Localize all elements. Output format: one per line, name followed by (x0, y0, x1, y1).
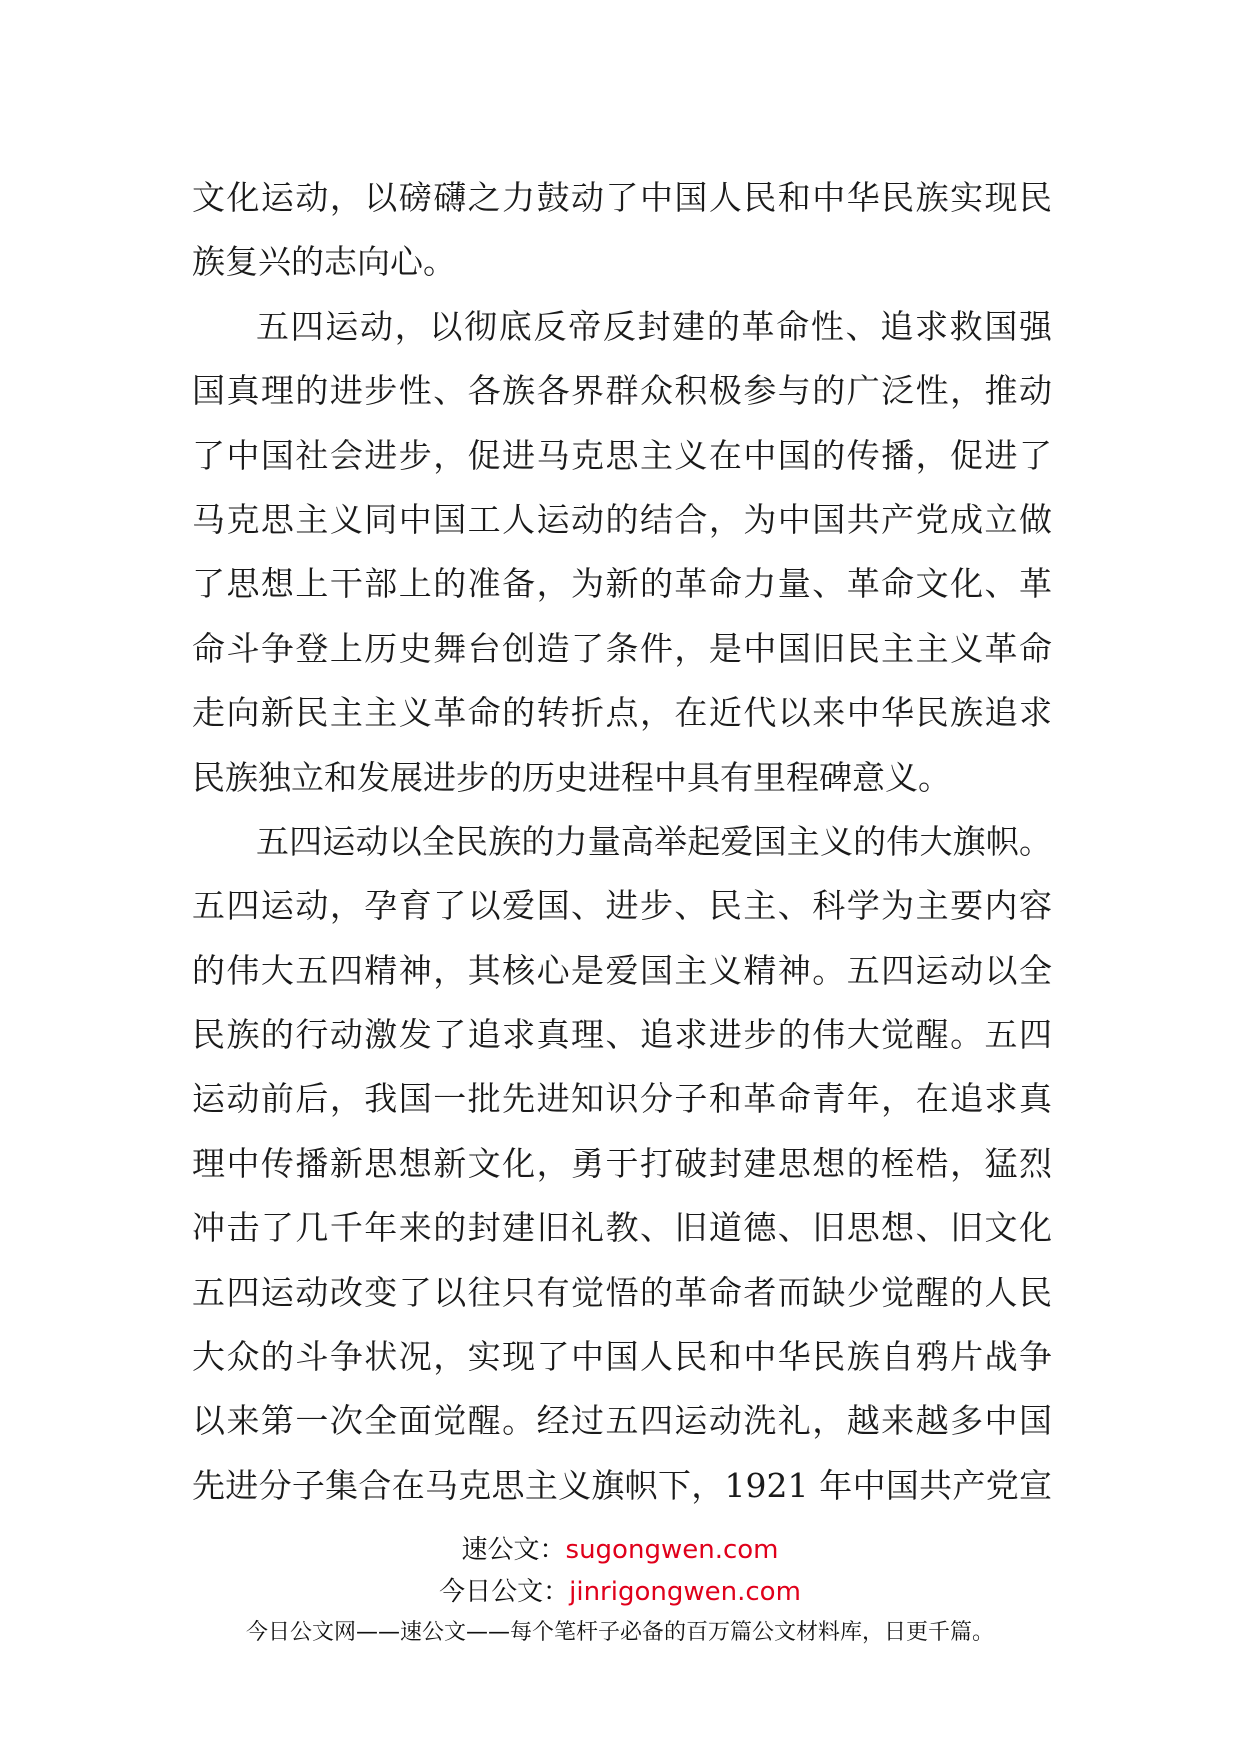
text-line-18: 五四运动改变了以往只有觉悟的革命者而缺少觉醒的人民 (192, 1272, 1052, 1312)
text-line-5: 了中国社会进步，促进马克思主义在中国的传播，促进了 (192, 435, 1052, 475)
text-line-3: 五四运动，以彻底反帝反封建的革命性、追求救国强 (256, 306, 1052, 346)
text-line-15: 运动前后，我国一批先进知识分子和革命青年，在追求真 (192, 1079, 1052, 1119)
text-line-8: 命斗争登上历史舞台创造了条件，是中国旧民主主义革命 (192, 628, 1052, 668)
text-line-17: 冲击了几千年来的封建旧礼教、旧道德、旧思想、旧文化 (192, 1208, 1052, 1248)
text-line-6: 马克思主义同中国工人运动的结合，为中国共产党成立做 (192, 499, 1052, 539)
text-line-1: 文化运动，以磅礴之力鼓动了中国人民和中华民族实现民 (192, 178, 1052, 217)
text-line-11: 五四运动以全民族的力量高举起爱国主义的伟大旗帜。 (256, 821, 1052, 861)
document-body (192, 166, 1052, 1518)
text-line-14: 民族的行动激发了追求真理、追求进步的伟大觉醒。五四 (192, 1015, 1052, 1055)
text-line-13: 的伟大五四精神，其核心是爱国主义精神。五四运动以全 (192, 950, 1052, 990)
text-line-10: 民族独立和发展进步的历史进程中具有里程碑意义。 (192, 757, 951, 797)
footer-jinrigongwen (0, 1574, 1240, 1610)
text-line-2: 族复兴的志向心。 (192, 242, 456, 282)
footer-sugongwen (0, 1532, 1240, 1568)
text-line-4: 国真理的进步性、各族各界群众积极参与的广泛性，推动 (192, 371, 1052, 411)
text-line-9: 走向新民主主义革命的转折点，在近代以来中华民族追求 (192, 693, 1052, 733)
text-line-20: 以来第一次全面觉醒。经过五四运动洗礼，越来越多中国 (192, 1401, 1052, 1441)
footer-sugongwen-label: 速公文： (461, 1535, 566, 1565)
text-line-12: 五四运动，孕育了以爱国、进步、民主、科学为主要内容 (192, 886, 1052, 926)
footer-slogan: 今日公文网——速公文——每个笔杆子必备的百万篇公文材料库，日更千篇。 (245, 1620, 994, 1645)
text-line-21: 先进分子集合在马克思主义旗帜下，1921 年中国共产党宣 (192, 1465, 1052, 1505)
jinrigongwen-link[interactable]: jinrigongwen.com (569, 1577, 801, 1607)
text-line-19: 大众的斗争状况，实现了中国人民和中华民族自鸦片战争 (192, 1337, 1052, 1377)
sugongwen-link[interactable]: sugongwen.com (565, 1535, 779, 1565)
footer-jinrigongwen-label: 今日公文： (439, 1577, 570, 1607)
text-line-7: 了思想上干部上的准备，为新的革命力量、革命文化、革 (192, 564, 1052, 604)
text-line-16: 理中传播新思想新文化，勇于打破封建思想的桎梏，猛烈 (192, 1143, 1052, 1183)
